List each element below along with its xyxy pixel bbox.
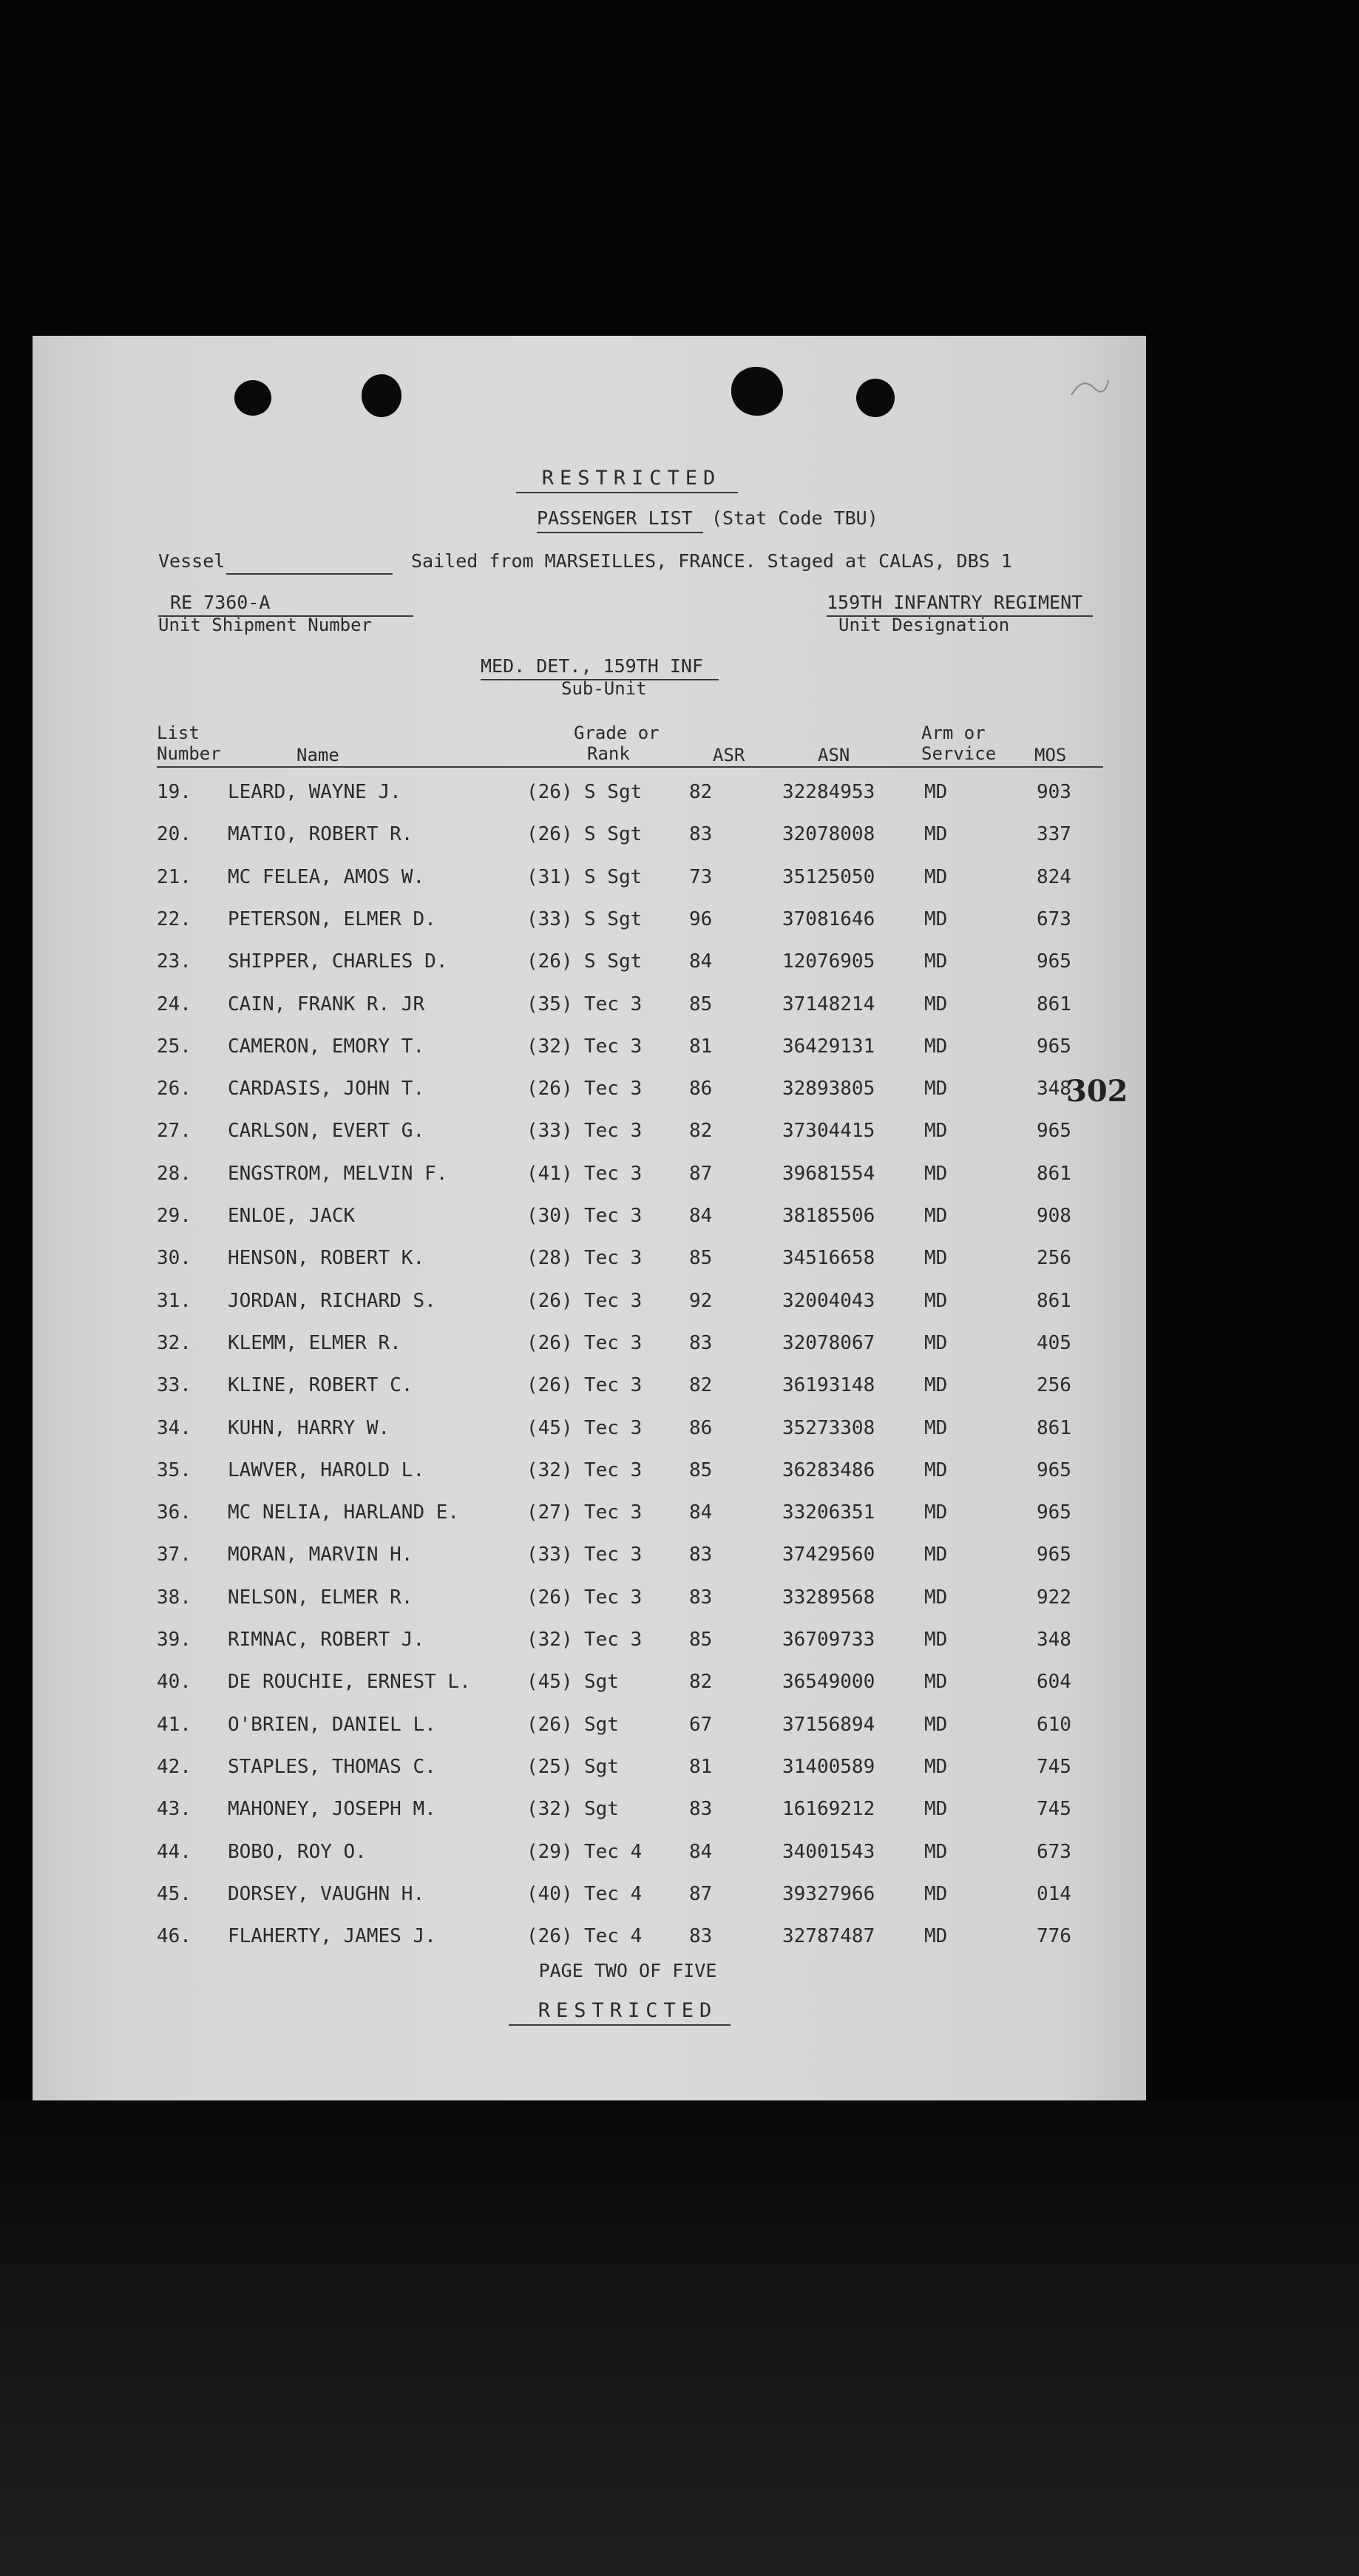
list-number: 37.	[157, 1544, 192, 1566]
rank: Tec 3	[584, 1035, 643, 1058]
passenger-name: CAMERON, EMORY T.	[228, 1035, 425, 1058]
grade-code: (26)	[526, 1714, 573, 1736]
unit-shipment-number: RE 7360-A	[170, 592, 271, 613]
asn-serial: 39327966	[782, 1883, 875, 1905]
sub-unit-label: Sub-Unit	[561, 678, 647, 699]
asr-score: 83	[689, 1798, 713, 1820]
passenger-name: KUHN, HARRY W.	[228, 1417, 390, 1439]
mos-code: 256	[1037, 1247, 1071, 1269]
list-number: 41.	[157, 1714, 192, 1736]
list-number: 39.	[157, 1629, 192, 1651]
list-number: 26.	[157, 1078, 192, 1100]
passenger-name: PETERSON, ELMER D.	[228, 908, 436, 930]
unit-designation: 159TH INFANTRY REGIMENT	[827, 592, 1083, 613]
arm-service: MD	[924, 908, 948, 930]
rank: Tec 3	[584, 1120, 643, 1142]
passenger-name: KLINE, ROBERT C.	[228, 1374, 413, 1396]
asr-score: 83	[689, 823, 713, 845]
asr-score: 86	[689, 1078, 713, 1100]
asr-score: 83	[689, 1544, 713, 1566]
list-number: 38.	[157, 1586, 192, 1609]
mos-code: 908	[1037, 1205, 1071, 1227]
asn-serial: 36709733	[782, 1629, 875, 1651]
list-number: 32.	[157, 1332, 192, 1354]
passenger-name: MC NELIA, HARLAND E.	[228, 1501, 460, 1524]
asr-score: 96	[689, 908, 713, 930]
arm-service: MD	[924, 1459, 948, 1481]
grade-code: (35)	[526, 993, 573, 1015]
unit-designation-label: Unit Designation	[838, 615, 1010, 635]
mos-code: 014	[1037, 1883, 1071, 1905]
list-number: 31.	[157, 1290, 192, 1312]
list-number: 25.	[157, 1035, 192, 1058]
asn-serial: 35125050	[782, 866, 875, 888]
rank: S Sgt	[584, 908, 643, 930]
handwritten-mos-correction: 302	[1066, 1074, 1128, 1109]
rank: Tec 3	[584, 1374, 643, 1396]
col-rank-header: Rank	[587, 743, 630, 764]
arm-service: MD	[924, 1035, 948, 1058]
rank: Tec 4	[584, 1925, 643, 1947]
grade-code: (26)	[526, 781, 573, 803]
asn-serial: 36429131	[782, 1035, 875, 1058]
rank: S Sgt	[584, 950, 643, 973]
asn-serial: 34001543	[782, 1841, 875, 1863]
restricted-header: RESTRICTED	[541, 467, 722, 490]
list-number: 34.	[157, 1417, 192, 1439]
grade-code: (33)	[526, 1544, 573, 1566]
passenger-name: KLEMM, ELMER R.	[228, 1332, 401, 1354]
list-number: 42.	[157, 1756, 192, 1778]
asr-score: 85	[689, 1459, 713, 1481]
arm-service: MD	[924, 1629, 948, 1651]
asr-score: 81	[689, 1756, 713, 1778]
arm-service: MD	[924, 1332, 948, 1354]
mos-code: 673	[1037, 908, 1071, 930]
asn-serial: 37429560	[782, 1544, 875, 1566]
vessel-label: Vessel	[158, 550, 226, 572]
punch-hole	[362, 374, 401, 417]
passenger-name: CARDASIS, JOHN T.	[228, 1078, 425, 1100]
arm-service: MD	[924, 1841, 948, 1863]
list-number: 30.	[157, 1247, 192, 1269]
asr-score: 92	[689, 1290, 713, 1312]
asn-serial: 32284953	[782, 781, 875, 803]
asr-score: 85	[689, 1629, 713, 1651]
asn-serial: 37156894	[782, 1714, 875, 1736]
asr-score: 73	[689, 866, 713, 888]
arm-service: MD	[924, 1290, 948, 1312]
passenger-name: ENLOE, JACK	[228, 1205, 356, 1227]
rank: S Sgt	[584, 866, 643, 888]
grade-code: (26)	[526, 823, 573, 845]
arm-service: MD	[924, 1374, 948, 1396]
arm-service: MD	[924, 950, 948, 973]
grade-code: (32)	[526, 1459, 573, 1481]
passenger-name: STAPLES, THOMAS C.	[228, 1756, 436, 1778]
passenger-name: JORDAN, RICHARD S.	[228, 1290, 436, 1312]
list-number: 23.	[157, 950, 192, 973]
pencil-mark	[1068, 373, 1112, 402]
document-page	[33, 336, 1146, 2100]
mos-code: 861	[1037, 1163, 1071, 1185]
list-number: 40.	[157, 1671, 192, 1693]
asn-serial: 38185506	[782, 1205, 875, 1227]
grade-code: (25)	[526, 1756, 573, 1778]
rank: Tec 3	[584, 1163, 643, 1185]
rank: Tec 3	[584, 1205, 643, 1227]
col-grade-header: Grade or	[574, 723, 660, 743]
asn-serial: 32893805	[782, 1078, 875, 1100]
rank: Tec 3	[584, 1078, 643, 1100]
list-number: 21.	[157, 866, 192, 888]
asr-score: 87	[689, 1883, 713, 1905]
asn-serial: 36193148	[782, 1374, 875, 1396]
rank: Tec 3	[584, 1290, 643, 1312]
asn-serial: 32004043	[782, 1290, 875, 1312]
mos-code: 337	[1037, 823, 1071, 845]
list-number: 46.	[157, 1925, 192, 1947]
mos-code: 965	[1037, 1544, 1071, 1566]
mos-code: 610	[1037, 1714, 1071, 1736]
asr-score: 84	[689, 950, 713, 973]
list-number: 19.	[157, 781, 192, 803]
asn-serial: 34516658	[782, 1247, 875, 1269]
asr-score: 67	[689, 1714, 713, 1736]
col-number-header: Number	[157, 743, 221, 764]
col-name-header: Name	[296, 745, 339, 765]
passenger-name: MAHONEY, JOSEPH M.	[228, 1798, 436, 1820]
mos-code: 824	[1037, 866, 1071, 888]
asn-serial: 32078067	[782, 1332, 875, 1354]
asn-serial: 37081646	[782, 908, 875, 930]
passenger-name: NELSON, ELMER R.	[228, 1586, 413, 1609]
asn-serial: 35273308	[782, 1417, 875, 1439]
passenger-name: BOBO, ROY O.	[228, 1841, 367, 1863]
asn-serial: 16169212	[782, 1798, 875, 1820]
mos-code: 965	[1037, 950, 1071, 973]
arm-service: MD	[924, 866, 948, 888]
grade-code: (45)	[526, 1671, 573, 1693]
asr-score: 85	[689, 1247, 713, 1269]
mos-code: 965	[1037, 1501, 1071, 1524]
mos-code: 861	[1037, 1290, 1071, 1312]
rank: S Sgt	[584, 781, 643, 803]
asn-serial: 33289568	[782, 1586, 875, 1609]
scanner-background	[0, 2100, 1359, 2576]
list-number: 29.	[157, 1205, 192, 1227]
asr-score: 83	[689, 1925, 713, 1947]
mos-code: 922	[1037, 1586, 1071, 1609]
sailed-from-text: Sailed from MARSEILLES, FRANCE. Staged at CALAS, DBS 1	[411, 550, 1012, 572]
grade-code: (40)	[526, 1883, 573, 1905]
asn-serial: 32787487	[782, 1925, 875, 1947]
grade-code: (26)	[526, 1374, 573, 1396]
rank: S Sgt	[584, 823, 643, 845]
arm-service: MD	[924, 1544, 948, 1566]
grade-code: (26)	[526, 1925, 573, 1947]
list-number: 28.	[157, 1163, 192, 1185]
mos-code: 348	[1037, 1629, 1071, 1651]
passenger-name: CARLSON, EVERT G.	[228, 1120, 425, 1142]
arm-service: MD	[924, 993, 948, 1015]
asr-score: 86	[689, 1417, 713, 1439]
rank: Tec 3	[584, 1247, 643, 1269]
list-number: 45.	[157, 1883, 192, 1905]
arm-service: MD	[924, 1714, 948, 1736]
grade-code: (41)	[526, 1163, 573, 1185]
col-service-header: Service	[921, 743, 997, 764]
punch-hole	[856, 379, 895, 417]
grade-code: (26)	[526, 1078, 573, 1100]
col-mos-header: MOS	[1034, 745, 1067, 765]
rank: Sgt	[584, 1714, 619, 1736]
rank: Sgt	[584, 1798, 619, 1820]
grade-code: (26)	[526, 950, 573, 973]
asr-score: 82	[689, 781, 713, 803]
grade-code: (32)	[526, 1798, 573, 1820]
punch-hole	[731, 367, 783, 416]
asr-score: 82	[689, 1120, 713, 1142]
list-number: 44.	[157, 1841, 192, 1863]
rank: Tec 3	[584, 993, 643, 1015]
asr-score: 83	[689, 1586, 713, 1609]
arm-service: MD	[924, 1925, 948, 1947]
punch-hole	[234, 380, 271, 416]
restricted-footer: RESTRICTED	[538, 1999, 718, 2022]
passenger-name: O'BRIEN, DANIEL L.	[228, 1714, 436, 1736]
asr-score: 81	[689, 1035, 713, 1058]
list-number: 27.	[157, 1120, 192, 1142]
asr-score: 82	[689, 1671, 713, 1693]
page-footer: PAGE TWO OF FIVE	[538, 1960, 717, 1981]
rank: Tec 3	[584, 1586, 643, 1609]
asr-score: 83	[689, 1332, 713, 1354]
arm-service: MD	[924, 1417, 948, 1439]
grade-code: (32)	[526, 1035, 573, 1058]
mos-code: 861	[1037, 993, 1071, 1015]
list-number: 22.	[157, 908, 192, 930]
list-number: 33.	[157, 1374, 192, 1396]
asr-score: 85	[689, 993, 713, 1015]
asn-serial: 12076905	[782, 950, 875, 973]
col-arm-header: Arm or	[921, 723, 986, 743]
passenger-name: ENGSTROM, MELVIN F.	[228, 1163, 448, 1185]
arm-service: MD	[924, 1163, 948, 1185]
grade-code: (45)	[526, 1417, 573, 1439]
arm-service: MD	[924, 1501, 948, 1524]
asr-score: 82	[689, 1374, 713, 1396]
list-number: 43.	[157, 1798, 192, 1820]
list-number: 20.	[157, 823, 192, 845]
arm-service: MD	[924, 1078, 948, 1100]
arm-service: MD	[924, 1247, 948, 1269]
asn-serial: 31400589	[782, 1756, 875, 1778]
rank: Tec 3	[584, 1332, 643, 1354]
rank: Sgt	[584, 1671, 619, 1693]
grade-code: (33)	[526, 1120, 573, 1142]
mos-code: 745	[1037, 1798, 1071, 1820]
asr-score: 84	[689, 1205, 713, 1227]
asn-serial: 37148214	[782, 993, 875, 1015]
list-number: 24.	[157, 993, 192, 1015]
grade-code: (33)	[526, 908, 573, 930]
mos-code: 673	[1037, 1841, 1071, 1863]
mos-code: 604	[1037, 1671, 1071, 1693]
mos-code: 776	[1037, 1925, 1071, 1947]
rank: Tec 3	[584, 1459, 643, 1481]
arm-service: MD	[924, 1798, 948, 1820]
col-asn-header: ASN	[818, 745, 850, 765]
passenger-name: DE ROUCHIE, ERNEST L.	[228, 1671, 471, 1693]
document-title: PASSENGER LIST	[537, 507, 693, 529]
asn-serial: 39681554	[782, 1163, 875, 1185]
arm-service: MD	[924, 1120, 948, 1142]
mos-code: 903	[1037, 781, 1071, 803]
arm-service: MD	[924, 1883, 948, 1905]
passenger-name: HENSON, ROBERT K.	[228, 1247, 425, 1269]
rank: Tec 3	[584, 1417, 643, 1439]
passenger-name: LEARD, WAYNE J.	[228, 781, 401, 803]
passenger-name: MC FELEA, AMOS W.	[228, 866, 425, 888]
grade-code: (26)	[526, 1332, 573, 1354]
unit-shipment-label: Unit Shipment Number	[158, 615, 372, 635]
asn-serial: 36549000	[782, 1671, 875, 1693]
asn-serial: 37304415	[782, 1120, 875, 1142]
mos-code: 965	[1037, 1459, 1071, 1481]
grade-code: (31)	[526, 866, 573, 888]
mos-code: 405	[1037, 1332, 1071, 1354]
asn-serial: 32078008	[782, 823, 875, 845]
rank: Tec 3	[584, 1501, 643, 1524]
list-number: 35.	[157, 1459, 192, 1481]
passenger-name: FLAHERTY, JAMES J.	[228, 1925, 436, 1947]
grade-code: (28)	[526, 1247, 573, 1269]
passenger-name: MATIO, ROBERT R.	[228, 823, 413, 845]
arm-service: MD	[924, 823, 948, 845]
mos-code: 965	[1037, 1035, 1071, 1058]
mos-code: 965	[1037, 1120, 1071, 1142]
rank: Tec 4	[584, 1841, 643, 1863]
grade-code: (29)	[526, 1841, 573, 1863]
passenger-name: CAIN, FRANK R. JR	[228, 993, 425, 1015]
asn-serial: 36283486	[782, 1459, 875, 1481]
arm-service: MD	[924, 1756, 948, 1778]
rank: Tec 4	[584, 1883, 643, 1905]
mos-code: 861	[1037, 1417, 1071, 1439]
arm-service: MD	[924, 781, 948, 803]
rank: Tec 3	[584, 1544, 643, 1566]
grade-code: (27)	[526, 1501, 573, 1524]
arm-service: MD	[924, 1671, 948, 1693]
grade-code: (30)	[526, 1205, 573, 1227]
col-list-header: List	[157, 723, 200, 743]
grade-code: (32)	[526, 1629, 573, 1651]
arm-service: MD	[924, 1205, 948, 1227]
passenger-name: MORAN, MARVIN H.	[228, 1544, 413, 1566]
stat-code: (Stat Code TBU)	[711, 507, 878, 529]
asr-score: 84	[689, 1501, 713, 1524]
asr-score: 84	[689, 1841, 713, 1863]
rank: Tec 3	[584, 1629, 643, 1651]
mos-code: 348	[1037, 1078, 1071, 1100]
asr-score: 87	[689, 1163, 713, 1185]
sub-unit: MED. DET., 159TH INF	[481, 655, 704, 677]
list-number: 36.	[157, 1501, 192, 1524]
mos-code: 745	[1037, 1756, 1071, 1778]
asn-serial: 33206351	[782, 1501, 875, 1524]
grade-code: (26)	[526, 1586, 573, 1609]
rank: Sgt	[584, 1756, 619, 1778]
mos-code: 256	[1037, 1374, 1071, 1396]
passenger-name: RIMNAC, ROBERT J.	[228, 1629, 425, 1651]
passenger-name: LAWVER, HAROLD L.	[228, 1459, 425, 1481]
passenger-name: DORSEY, VAUGHN H.	[228, 1883, 425, 1905]
arm-service: MD	[924, 1586, 948, 1609]
col-asr-header: ASR	[713, 745, 745, 765]
grade-code: (26)	[526, 1290, 573, 1312]
passenger-name: SHIPPER, CHARLES D.	[228, 950, 448, 973]
